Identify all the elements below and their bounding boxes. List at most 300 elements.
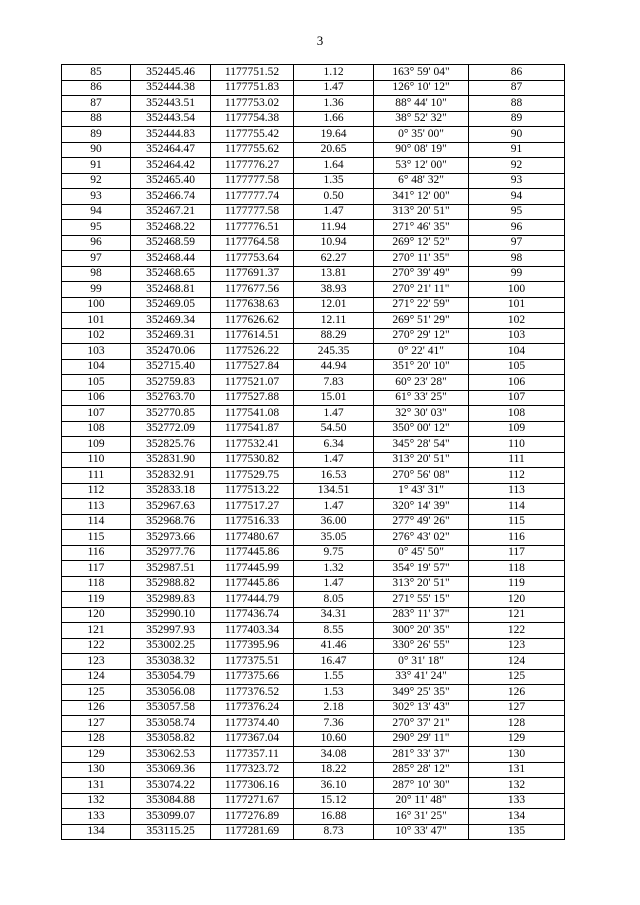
bearing-cell: 60° 23' 28": [374, 375, 469, 391]
point-to-cell: 115: [469, 514, 565, 530]
table-row: [62, 127, 565, 143]
distance-cell: 1.36: [294, 96, 374, 112]
table-row: [62, 731, 565, 747]
x-coordinate-cell: 352988.82: [131, 576, 211, 592]
bearing-cell: 290° 29' 11": [374, 731, 469, 747]
point-from-cell: 102: [62, 328, 131, 344]
table-row: [62, 576, 565, 592]
distance-cell: 1.47: [294, 80, 374, 96]
y-coordinate-cell: 1177755.42: [211, 127, 294, 143]
point-to-cell: 109: [469, 421, 565, 437]
point-from-cell: 114: [62, 514, 131, 530]
point-from-cell: 126: [62, 700, 131, 716]
point-from-cell: 118: [62, 576, 131, 592]
point-from-cell: 132: [62, 793, 131, 809]
x-coordinate-cell: 352445.46: [131, 65, 211, 81]
x-coordinate-cell: 353074.22: [131, 778, 211, 794]
distance-cell: 16.53: [294, 468, 374, 484]
x-coordinate-cell: 352469.05: [131, 297, 211, 313]
point-from-cell: 133: [62, 809, 131, 825]
distance-cell: 54.50: [294, 421, 374, 437]
bearing-cell: 276° 43' 02": [374, 530, 469, 546]
table-row: [62, 669, 565, 685]
x-coordinate-cell: 352831.90: [131, 452, 211, 468]
point-from-cell: 122: [62, 638, 131, 654]
point-to-cell: 101: [469, 297, 565, 313]
page-number: 3: [316, 33, 324, 48]
y-coordinate-cell: 1177281.69: [211, 824, 294, 840]
x-coordinate-cell: 352464.42: [131, 158, 211, 174]
x-coordinate-cell: 352468.65: [131, 266, 211, 282]
point-from-cell: 115: [62, 530, 131, 546]
y-coordinate-cell: 1177764.58: [211, 235, 294, 251]
point-to-cell: 99: [469, 266, 565, 282]
y-coordinate-cell: 1177530.82: [211, 452, 294, 468]
table-row: [62, 328, 565, 344]
bearing-cell: 271° 46' 35": [374, 220, 469, 236]
point-to-cell: 112: [469, 468, 565, 484]
bearing-cell: 271° 55' 15": [374, 592, 469, 608]
bearing-cell: 269° 12' 52": [374, 235, 469, 251]
bearing-cell: 283° 11' 37": [374, 607, 469, 623]
table-row: [62, 158, 565, 174]
bearing-cell: 53° 12' 00": [374, 158, 469, 174]
x-coordinate-cell: 353038.32: [131, 654, 211, 670]
point-to-cell: 131: [469, 762, 565, 778]
table-row: [62, 824, 565, 840]
x-coordinate-cell: 352443.54: [131, 111, 211, 127]
distance-cell: 1.55: [294, 669, 374, 685]
table-row: [62, 266, 565, 282]
bearing-cell: 300° 20' 35": [374, 623, 469, 639]
table-row: [62, 297, 565, 313]
bearing-cell: 33° 41' 24": [374, 669, 469, 685]
x-coordinate-cell: 352968.76: [131, 514, 211, 530]
distance-cell: 8.05: [294, 592, 374, 608]
y-coordinate-cell: 1177777.74: [211, 189, 294, 205]
bearing-cell: 313° 20' 51": [374, 576, 469, 592]
table-row: [62, 390, 565, 406]
y-coordinate-cell: 1177626.62: [211, 313, 294, 329]
distance-cell: 19.64: [294, 127, 374, 143]
y-coordinate-cell: 1177677.56: [211, 282, 294, 298]
point-from-cell: 106: [62, 390, 131, 406]
distance-cell: 1.66: [294, 111, 374, 127]
distance-cell: 7.83: [294, 375, 374, 391]
table-row: [62, 189, 565, 205]
point-to-cell: 88: [469, 96, 565, 112]
table-row: [62, 142, 565, 158]
y-coordinate-cell: 1177376.52: [211, 685, 294, 701]
table-row: [62, 437, 565, 453]
x-coordinate-cell: 352770.85: [131, 406, 211, 422]
bearing-cell: 287° 10' 30": [374, 778, 469, 794]
point-to-cell: 87: [469, 80, 565, 96]
y-coordinate-cell: 1177541.08: [211, 406, 294, 422]
point-to-cell: 102: [469, 313, 565, 329]
table-row: [62, 111, 565, 127]
x-coordinate-cell: 352465.40: [131, 173, 211, 189]
y-coordinate-cell: 1177271.67: [211, 793, 294, 809]
distance-cell: 8.55: [294, 623, 374, 639]
y-coordinate-cell: 1177521.07: [211, 375, 294, 391]
bearing-cell: 313° 20' 51": [374, 452, 469, 468]
distance-cell: 16.47: [294, 654, 374, 670]
table-row: [62, 530, 565, 546]
distance-cell: 12.11: [294, 313, 374, 329]
y-coordinate-cell: 1177529.75: [211, 468, 294, 484]
point-to-cell: 90: [469, 127, 565, 143]
point-from-cell: 103: [62, 344, 131, 360]
x-coordinate-cell: 352444.38: [131, 80, 211, 96]
point-from-cell: 116: [62, 545, 131, 561]
table-row: [62, 359, 565, 375]
distance-cell: 16.88: [294, 809, 374, 825]
table-row: [62, 514, 565, 530]
bearing-cell: 0° 22' 41": [374, 344, 469, 360]
distance-cell: 8.73: [294, 824, 374, 840]
table-row: [62, 251, 565, 267]
y-coordinate-cell: 1177526.22: [211, 344, 294, 360]
point-to-cell: 86: [469, 65, 565, 81]
bearing-cell: 61° 33' 25": [374, 390, 469, 406]
y-coordinate-cell: 1177517.27: [211, 499, 294, 515]
bearing-cell: 163° 59' 04": [374, 65, 469, 81]
point-from-cell: 110: [62, 452, 131, 468]
point-to-cell: 133: [469, 793, 565, 809]
table-row: [62, 80, 565, 96]
y-coordinate-cell: 1177445.86: [211, 545, 294, 561]
table-row: [62, 685, 565, 701]
y-coordinate-cell: 1177777.58: [211, 204, 294, 220]
x-coordinate-cell: 352987.51: [131, 561, 211, 577]
point-from-cell: 94: [62, 204, 131, 220]
table-row: [62, 220, 565, 236]
distance-cell: 1.32: [294, 561, 374, 577]
table-row: [62, 173, 565, 189]
bearing-cell: 0° 45' 50": [374, 545, 469, 561]
table-row: [62, 406, 565, 422]
point-to-cell: 105: [469, 359, 565, 375]
x-coordinate-cell: 352833.18: [131, 483, 211, 499]
bearing-cell: 6° 48' 32": [374, 173, 469, 189]
distance-cell: 9.75: [294, 545, 374, 561]
bearing-cell: 302° 13' 43": [374, 700, 469, 716]
y-coordinate-cell: 1177527.84: [211, 359, 294, 375]
table-row: [62, 313, 565, 329]
x-coordinate-cell: 352990.10: [131, 607, 211, 623]
point-to-cell: 135: [469, 824, 565, 840]
y-coordinate-cell: 1177532.41: [211, 437, 294, 453]
point-from-cell: 85: [62, 65, 131, 81]
y-coordinate-cell: 1177751.52: [211, 65, 294, 81]
distance-cell: 35.05: [294, 530, 374, 546]
point-from-cell: 90: [62, 142, 131, 158]
x-coordinate-cell: 352469.34: [131, 313, 211, 329]
distance-cell: 12.01: [294, 297, 374, 313]
point-to-cell: 104: [469, 344, 565, 360]
x-coordinate-cell: 353002.25: [131, 638, 211, 654]
x-coordinate-cell: 352464.47: [131, 142, 211, 158]
bearing-cell: 350° 00' 12": [374, 421, 469, 437]
point-to-cell: 103: [469, 328, 565, 344]
bearing-cell: 330° 26' 55": [374, 638, 469, 654]
point-to-cell: 123: [469, 638, 565, 654]
point-to-cell: 89: [469, 111, 565, 127]
x-coordinate-cell: 353099.07: [131, 809, 211, 825]
x-coordinate-cell: 352715.40: [131, 359, 211, 375]
y-coordinate-cell: 1177276.89: [211, 809, 294, 825]
point-from-cell: 124: [62, 669, 131, 685]
point-to-cell: 116: [469, 530, 565, 546]
point-from-cell: 86: [62, 80, 131, 96]
y-coordinate-cell: 1177753.64: [211, 251, 294, 267]
point-from-cell: 96: [62, 235, 131, 251]
point-to-cell: 134: [469, 809, 565, 825]
bearing-cell: 341° 12' 00": [374, 189, 469, 205]
x-coordinate-cell: 352467.21: [131, 204, 211, 220]
bearing-cell: 269° 51' 29": [374, 313, 469, 329]
x-coordinate-cell: 352468.22: [131, 220, 211, 236]
point-to-cell: 119: [469, 576, 565, 592]
y-coordinate-cell: 1177375.66: [211, 669, 294, 685]
point-from-cell: 93: [62, 189, 131, 205]
point-to-cell: 125: [469, 669, 565, 685]
point-from-cell: 109: [62, 437, 131, 453]
x-coordinate-cell: 352832.91: [131, 468, 211, 484]
bearing-cell: 270° 21' 11": [374, 282, 469, 298]
x-coordinate-cell: 353054.79: [131, 669, 211, 685]
y-coordinate-cell: 1177444.79: [211, 592, 294, 608]
x-coordinate-cell: 352997.93: [131, 623, 211, 639]
x-coordinate-cell: 352470.06: [131, 344, 211, 360]
point-from-cell: 105: [62, 375, 131, 391]
y-coordinate-cell: 1177777.58: [211, 173, 294, 189]
point-to-cell: 95: [469, 204, 565, 220]
bearing-cell: 271° 22' 59": [374, 297, 469, 313]
distance-cell: 38.93: [294, 282, 374, 298]
y-coordinate-cell: 1177691.37: [211, 266, 294, 282]
bearing-cell: 270° 37' 21": [374, 716, 469, 732]
table-row: [62, 452, 565, 468]
distance-cell: 34.31: [294, 607, 374, 623]
point-from-cell: 127: [62, 716, 131, 732]
point-from-cell: 128: [62, 731, 131, 747]
y-coordinate-cell: 1177445.99: [211, 561, 294, 577]
point-from-cell: 88: [62, 111, 131, 127]
table-row: [62, 716, 565, 732]
bearing-cell: 351° 20' 10": [374, 359, 469, 375]
bearing-cell: 277° 49' 26": [374, 514, 469, 530]
table-row: [62, 561, 565, 577]
point-to-cell: 92: [469, 158, 565, 174]
table-row: [62, 809, 565, 825]
distance-cell: 36.00: [294, 514, 374, 530]
point-from-cell: 97: [62, 251, 131, 267]
bearing-cell: 20° 11' 48": [374, 793, 469, 809]
distance-cell: 10.94: [294, 235, 374, 251]
distance-cell: 1.47: [294, 499, 374, 515]
bearing-cell: 270° 39' 49": [374, 266, 469, 282]
x-coordinate-cell: 352468.44: [131, 251, 211, 267]
y-coordinate-cell: 1177638.63: [211, 297, 294, 313]
x-coordinate-cell: 353056.08: [131, 685, 211, 701]
table-row: [62, 762, 565, 778]
distance-cell: 20.65: [294, 142, 374, 158]
point-from-cell: 89: [62, 127, 131, 143]
y-coordinate-cell: 1177513.22: [211, 483, 294, 499]
x-coordinate-cell: 352469.31: [131, 328, 211, 344]
x-coordinate-cell: 352967.63: [131, 499, 211, 515]
point-to-cell: 100: [469, 282, 565, 298]
y-coordinate-cell: 1177776.51: [211, 220, 294, 236]
x-coordinate-cell: 352468.59: [131, 235, 211, 251]
point-to-cell: 91: [469, 142, 565, 158]
table-row: [62, 96, 565, 112]
y-coordinate-cell: 1177403.34: [211, 623, 294, 639]
table-row: [62, 468, 565, 484]
point-from-cell: 121: [62, 623, 131, 639]
distance-cell: 1.53: [294, 685, 374, 701]
point-to-cell: 130: [469, 747, 565, 763]
bearing-cell: 345° 28' 54": [374, 437, 469, 453]
y-coordinate-cell: 1177374.40: [211, 716, 294, 732]
point-from-cell: 108: [62, 421, 131, 437]
point-from-cell: 101: [62, 313, 131, 329]
distance-cell: 1.64: [294, 158, 374, 174]
table-row: [62, 747, 565, 763]
x-coordinate-cell: 353069.36: [131, 762, 211, 778]
x-coordinate-cell: 352759.83: [131, 375, 211, 391]
distance-cell: 6.34: [294, 437, 374, 453]
table-row: [62, 793, 565, 809]
distance-cell: 10.60: [294, 731, 374, 747]
point-from-cell: 112: [62, 483, 131, 499]
point-from-cell: 113: [62, 499, 131, 515]
y-coordinate-cell: 1177754.38: [211, 111, 294, 127]
table-row: [62, 545, 565, 561]
x-coordinate-cell: 352825.76: [131, 437, 211, 453]
point-to-cell: 110: [469, 437, 565, 453]
distance-cell: 2.18: [294, 700, 374, 716]
y-coordinate-cell: 1177323.72: [211, 762, 294, 778]
table-row: [62, 607, 565, 623]
point-to-cell: 94: [469, 189, 565, 205]
point-from-cell: 131: [62, 778, 131, 794]
bearing-cell: 38° 52' 32": [374, 111, 469, 127]
y-coordinate-cell: 1177755.62: [211, 142, 294, 158]
point-from-cell: 117: [62, 561, 131, 577]
y-coordinate-cell: 1177614.51: [211, 328, 294, 344]
bearing-cell: 354° 19' 57": [374, 561, 469, 577]
table-row: [62, 592, 565, 608]
point-to-cell: 118: [469, 561, 565, 577]
point-to-cell: 121: [469, 607, 565, 623]
point-to-cell: 128: [469, 716, 565, 732]
point-to-cell: 129: [469, 731, 565, 747]
table-row: [62, 638, 565, 654]
bearing-cell: 0° 35' 00": [374, 127, 469, 143]
y-coordinate-cell: 1177375.51: [211, 654, 294, 670]
bearing-cell: 281° 33' 37": [374, 747, 469, 763]
point-from-cell: 129: [62, 747, 131, 763]
distance-cell: 18.22: [294, 762, 374, 778]
point-to-cell: 114: [469, 499, 565, 515]
point-to-cell: 117: [469, 545, 565, 561]
distance-cell: 7.36: [294, 716, 374, 732]
y-coordinate-cell: 1177445.86: [211, 576, 294, 592]
table-row: [62, 421, 565, 437]
point-to-cell: 98: [469, 251, 565, 267]
coordinates-table: [61, 64, 565, 840]
distance-cell: 62.27: [294, 251, 374, 267]
bearing-cell: 320° 14' 39": [374, 499, 469, 515]
bearing-cell: 270° 11' 35": [374, 251, 469, 267]
table-row: [62, 499, 565, 515]
x-coordinate-cell: 352772.09: [131, 421, 211, 437]
point-to-cell: 132: [469, 778, 565, 794]
distance-cell: 36.10: [294, 778, 374, 794]
bearing-cell: 285° 28' 12": [374, 762, 469, 778]
point-from-cell: 100: [62, 297, 131, 313]
bearing-cell: 349° 25' 35": [374, 685, 469, 701]
point-to-cell: 120: [469, 592, 565, 608]
y-coordinate-cell: 1177516.33: [211, 514, 294, 530]
x-coordinate-cell: 352466.74: [131, 189, 211, 205]
distance-cell: 41.46: [294, 638, 374, 654]
bearing-cell: 32° 30' 03": [374, 406, 469, 422]
table-row: [62, 483, 565, 499]
distance-cell: 245.35: [294, 344, 374, 360]
distance-cell: 11.94: [294, 220, 374, 236]
bearing-cell: 1° 43' 31": [374, 483, 469, 499]
x-coordinate-cell: 353084.88: [131, 793, 211, 809]
bearing-cell: 270° 29' 12": [374, 328, 469, 344]
point-from-cell: 119: [62, 592, 131, 608]
point-to-cell: 127: [469, 700, 565, 716]
x-coordinate-cell: 353058.74: [131, 716, 211, 732]
y-coordinate-cell: 1177776.27: [211, 158, 294, 174]
point-from-cell: 134: [62, 824, 131, 840]
point-from-cell: 95: [62, 220, 131, 236]
point-from-cell: 120: [62, 607, 131, 623]
x-coordinate-cell: 352443.51: [131, 96, 211, 112]
distance-cell: 88.29: [294, 328, 374, 344]
table-row: [62, 344, 565, 360]
distance-cell: 1.47: [294, 452, 374, 468]
x-coordinate-cell: 353058.82: [131, 731, 211, 747]
bearing-cell: 270° 56' 08": [374, 468, 469, 484]
y-coordinate-cell: 1177357.11: [211, 747, 294, 763]
distance-cell: 44.94: [294, 359, 374, 375]
distance-cell: 0.50: [294, 189, 374, 205]
bearing-cell: 126° 10' 12": [374, 80, 469, 96]
x-coordinate-cell: 352977.76: [131, 545, 211, 561]
table-row: [62, 654, 565, 670]
y-coordinate-cell: 1177367.04: [211, 731, 294, 747]
y-coordinate-cell: 1177751.83: [211, 80, 294, 96]
bearing-cell: 10° 33' 47": [374, 824, 469, 840]
bearing-cell: 88° 44' 10": [374, 96, 469, 112]
point-from-cell: 91: [62, 158, 131, 174]
point-from-cell: 125: [62, 685, 131, 701]
point-to-cell: 106: [469, 375, 565, 391]
coordinates-table-body: [62, 65, 565, 840]
point-to-cell: 93: [469, 173, 565, 189]
point-from-cell: 98: [62, 266, 131, 282]
distance-cell: 1.12: [294, 65, 374, 81]
point-to-cell: 124: [469, 654, 565, 670]
